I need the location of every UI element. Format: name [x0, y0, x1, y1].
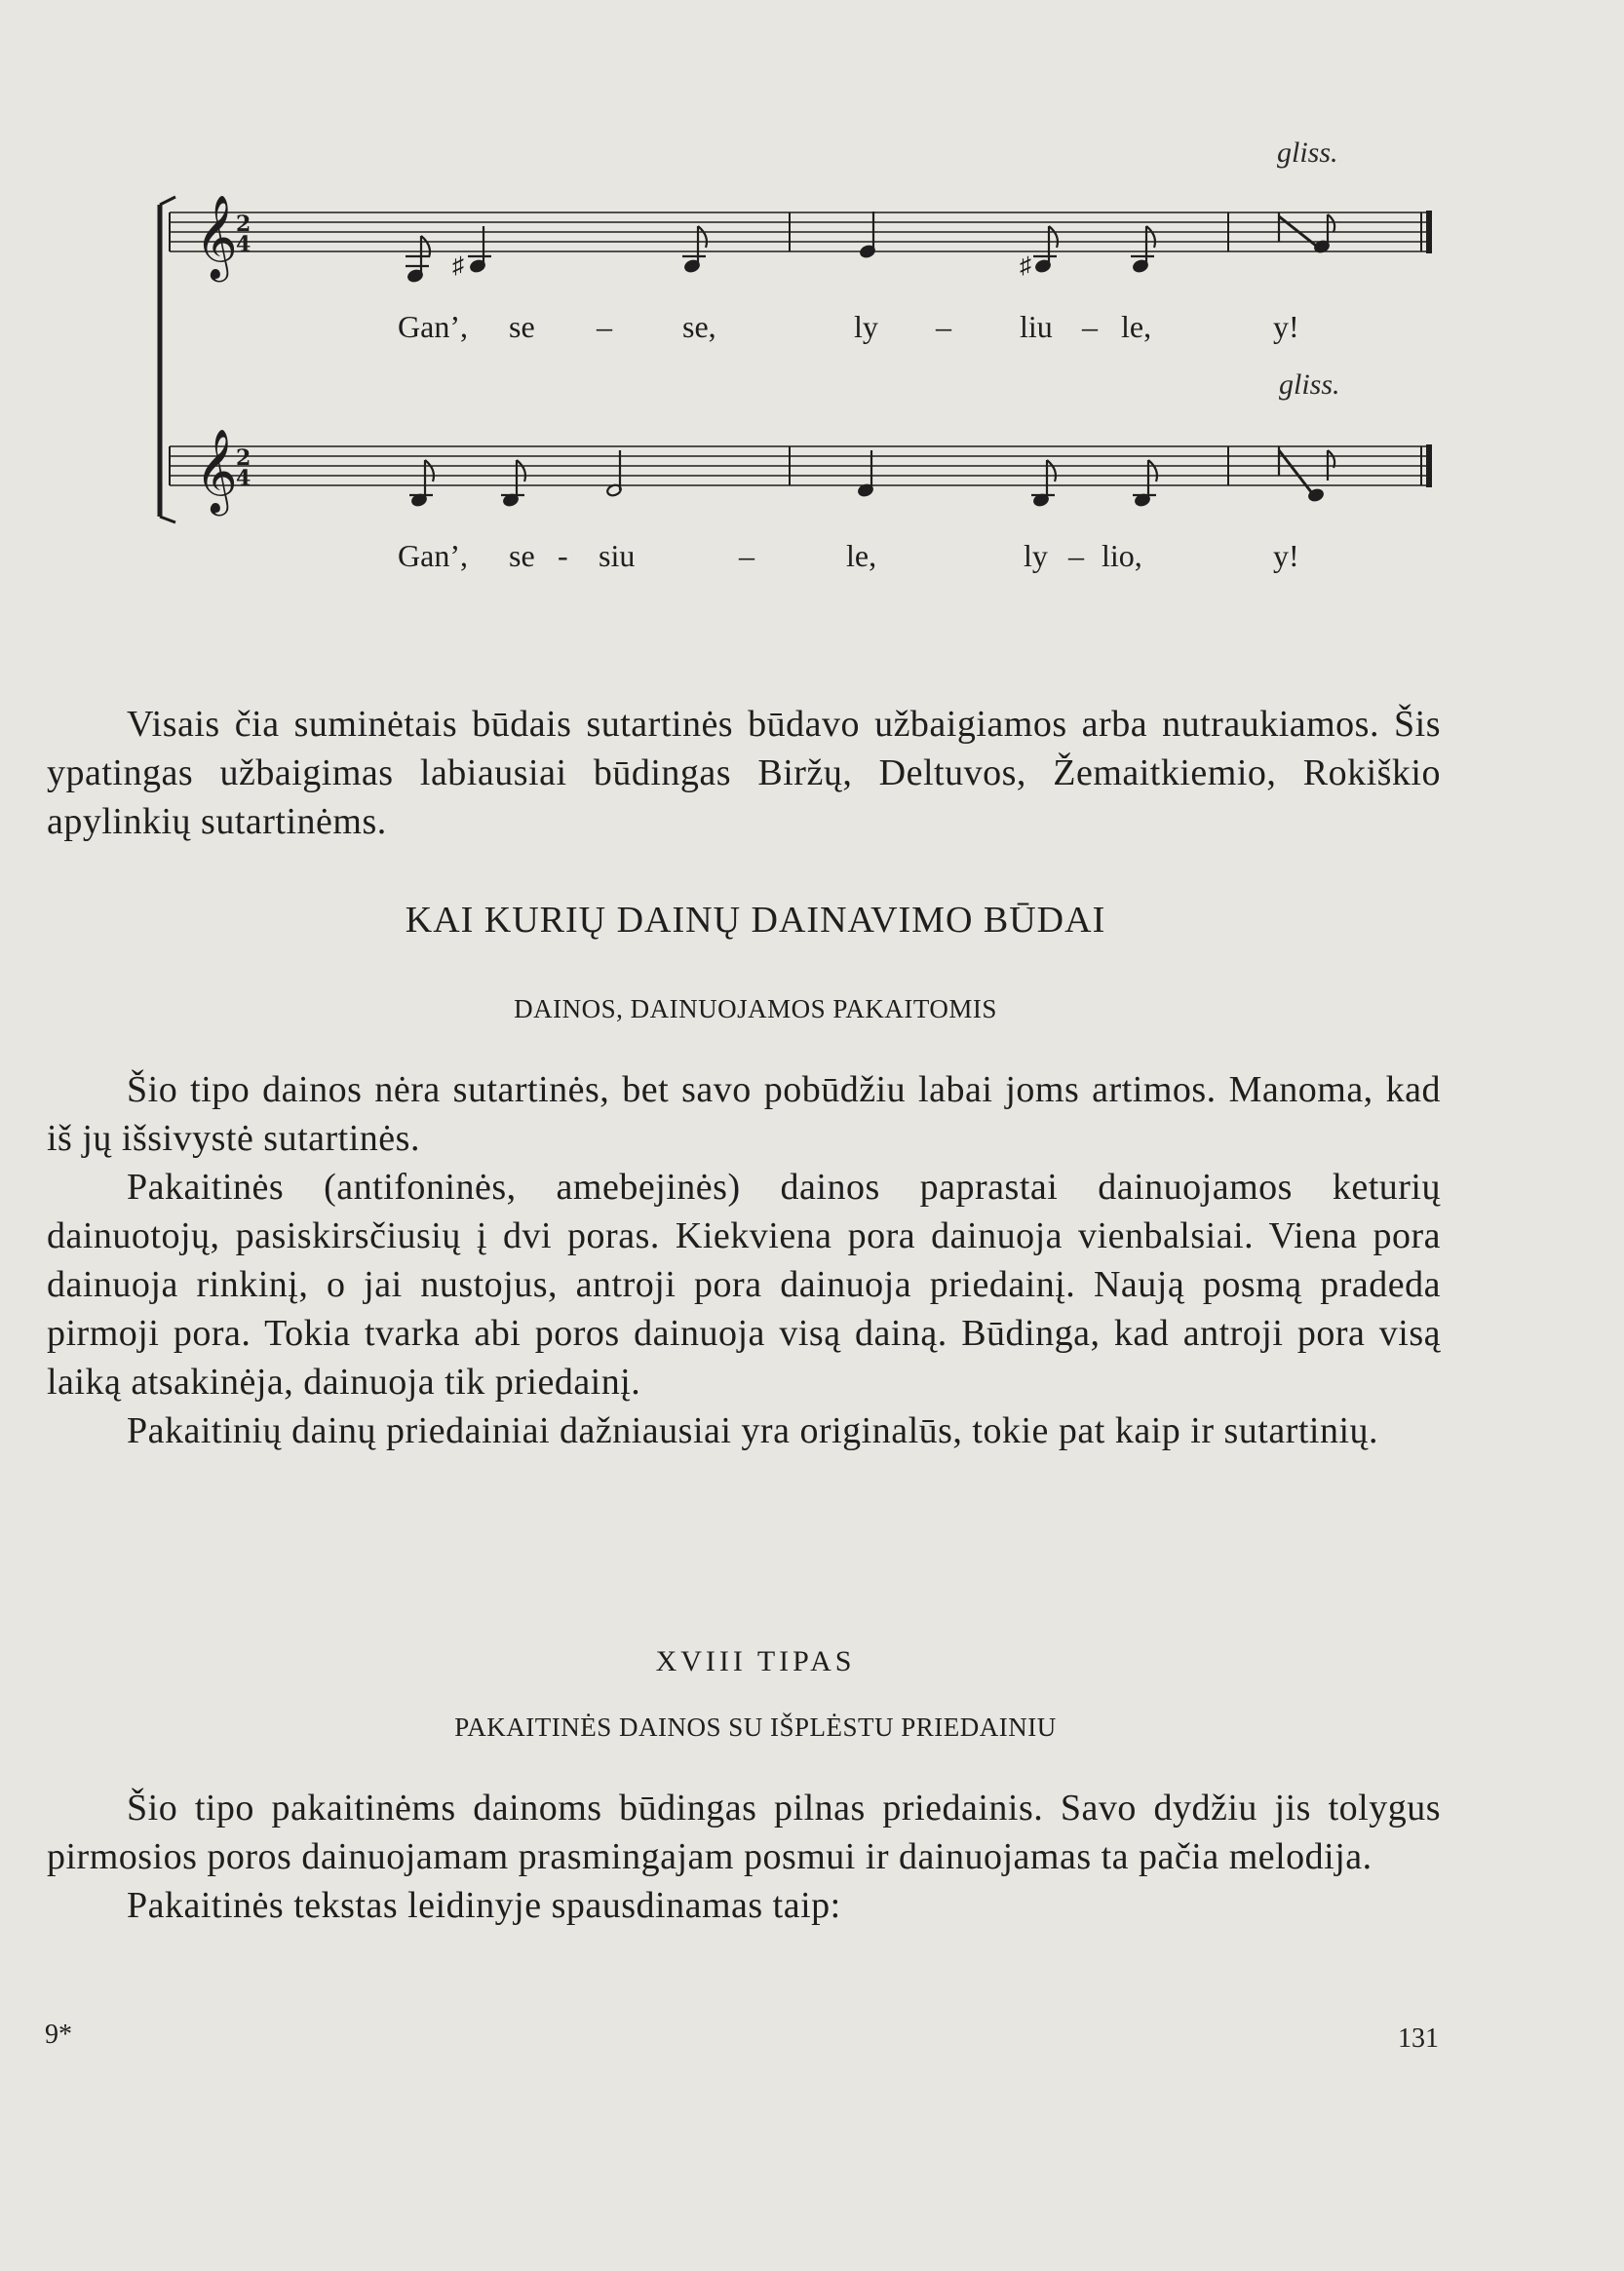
- lyric-syllable: lio,: [1102, 538, 1142, 573]
- svg-text:♯: ♯: [452, 253, 464, 279]
- type-subtitle: PAKAITINĖS DAINOS SU IŠPLĖSTU PRIEDAINIU: [454, 1713, 1057, 1742]
- type-title: XVIII TIPAS: [655, 1645, 856, 1677]
- lyric-syllable: y!: [1273, 309, 1299, 344]
- lyric-syllable: ly: [1024, 538, 1048, 573]
- paragraph-text: Šio tipo dainos nėra sutartinės, bet savo pobūdžiu labai joms artimos. Manoma, kad iš jų išsivystė sutartinės.: [47, 1069, 1441, 1159]
- body-paragraph-intro: [47, 700, 1441, 846]
- svg-text:4: 4: [236, 466, 251, 491]
- lyric-syllable: siu: [599, 538, 636, 573]
- treble-clef-icon: 𝄞: [195, 195, 238, 279]
- signature-mark: 9*: [45, 2020, 72, 2050]
- treble-clef-icon: 𝄞: [195, 429, 238, 513]
- section-subtitle: DAINOS, DAINUOJAMOS PAKAITOMIS: [514, 994, 997, 1023]
- page-number: 131: [1398, 2023, 1439, 2054]
- lyric-syllable: –: [739, 538, 754, 573]
- section-title: KAI KURIŲ DAINŲ DAINAVIMO BŪDAI: [405, 900, 1106, 941]
- svg-text:2: 2: [236, 445, 251, 471]
- lyric-syllable: se,: [682, 309, 716, 344]
- music-score: [146, 185, 1452, 536]
- gliss-marking-top: gliss.: [1277, 136, 1338, 169]
- lyric-syllable: y!: [1273, 538, 1299, 573]
- paragraph-text: Visais čia suminėtais būdais sutartinės būdavo užbaigiamos arba nutraukiamos. Šis ypatingas užbaigimas labiausiai būdingas Biržų, Deltuvos, Žemaitkiemio, Rokiškio apylinkių sutartinėms.: [47, 704, 1441, 842]
- lyric-syllable: -: [558, 538, 568, 573]
- lyric-syllable: –: [597, 309, 612, 344]
- staff-bottom: [170, 446, 1431, 485]
- svg-text:♯: ♯: [1020, 253, 1031, 279]
- paragraph-text: Pakaitinės (antifoninės, amebejinės) dainos paprastai dainuojamos keturių dainuotojų, pasiskirsčiusių į dvi poras. Kiekviena pora dainuoja vienbalsiai. Viena pora dainuoja rinkinį, o jai nustojus, antroji pora dainuoja priedainį. Naują posmą pradeda pirmoji pora. Tokia tvarka abi poros dainuoja visą dainą. Būdinga, kad antroji pora visą laiką atsakinėja, dainuoja tik priedainį.: [47, 1167, 1441, 1403]
- type-body: [47, 1784, 1441, 1930]
- lyric-syllable: le,: [1121, 309, 1152, 344]
- gliss-marking-bottom: gliss.: [1279, 368, 1340, 401]
- lyric-syllable: ly: [854, 309, 878, 344]
- lyric-syllable: se: [509, 309, 535, 344]
- lyric-syllable: Gan’,: [398, 309, 468, 344]
- lyric-syllable: liu: [1020, 309, 1053, 344]
- svg-text:2: 2: [236, 212, 251, 237]
- staff-top: [170, 212, 1431, 251]
- lyric-syllable: Gan’,: [398, 538, 468, 573]
- paragraph-text: Šio tipo pakaitinėms dainoms būdingas pilnas priedainis. Savo dydžiu jis tolygus pirmosios poros dainuojamam prasmingajam posmui ir dainuojamas ta pačia melodija.: [47, 1788, 1441, 1877]
- paragraph-text: Pakaitinės tekstas leidinyje spausdinamas taip:: [127, 1885, 841, 1926]
- lyric-syllable: –: [936, 309, 951, 344]
- lyric-syllable: –: [1068, 538, 1084, 573]
- lyric-syllable: –: [1082, 309, 1098, 344]
- paragraph-text: Pakaitinių dainų priedainiai dažniausiai yra originalūs, tokie pat kaip ir sutartinių.: [127, 1410, 1379, 1451]
- svg-text:4: 4: [236, 232, 251, 257]
- lyric-syllable: se: [509, 538, 535, 573]
- lyric-syllable: le,: [846, 538, 877, 573]
- section-body: [47, 1065, 1441, 1455]
